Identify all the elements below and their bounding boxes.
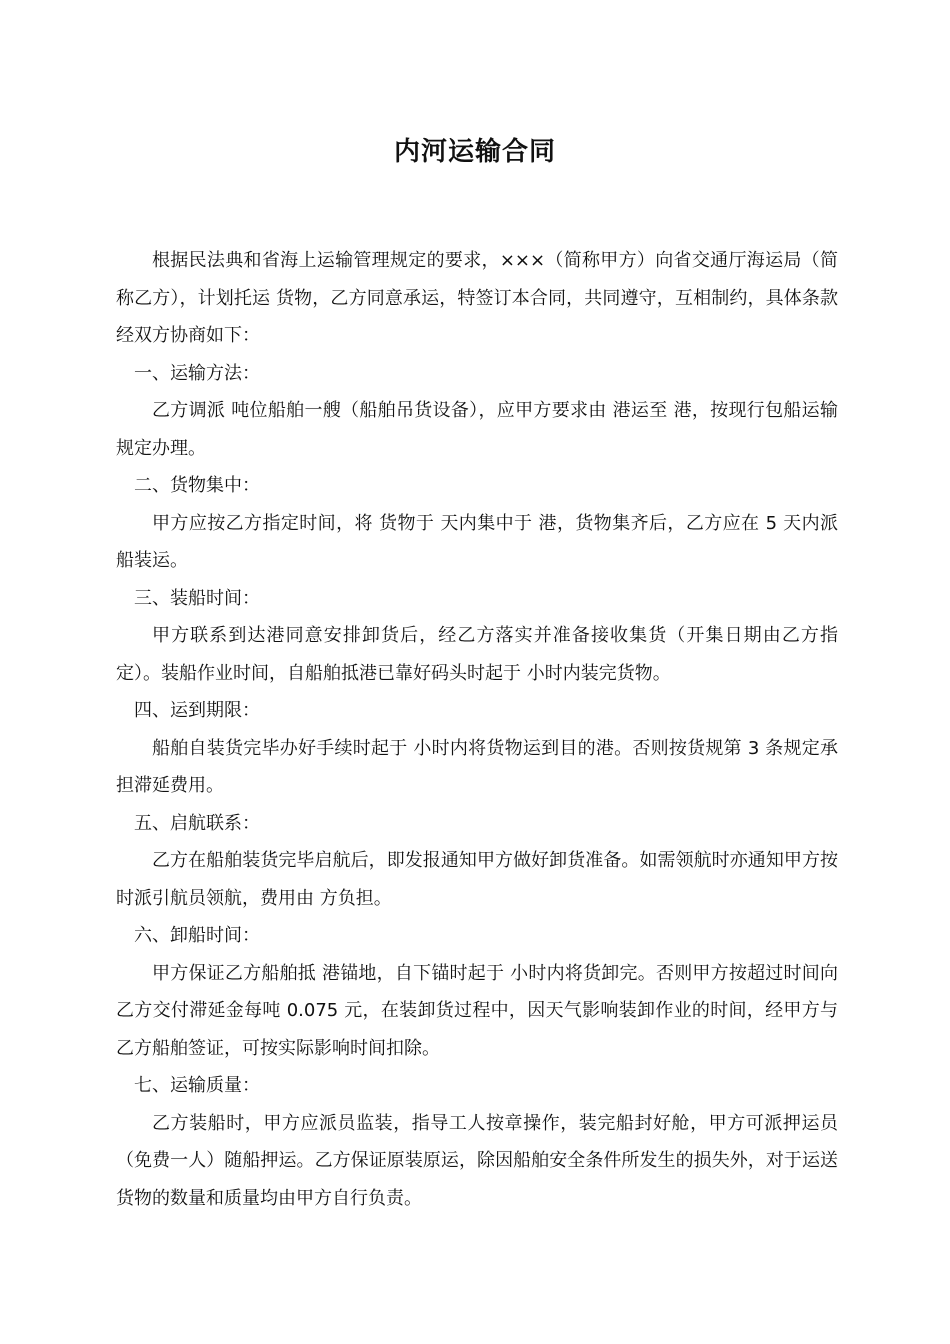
section-paragraph-4: 船舶自装货完毕办好手续时起于 小时内将货物运到目的港。否则按货规第 3 条规定承担滞延费用。 [116,737,838,796]
section-heading-2: 二、货物集中： [134,475,260,496]
section-paragraph-3: 甲方联系到达港同意安排卸货后，经乙方落实并准备接收集货（开集日期由乙方指定）。装船作业时间，自船舶抵港已靠好码头时起于 小时内装完货物。 [116,625,838,684]
intro-paragraph: 根据民法典和省海上运输管理规定的要求，×××（简称甲方）向省交通厅海运局（简称乙方），计划托运 货物，乙方同意承运，特签订本合同，共同遵守，互相制约，具体条款经双方协商如下： [116,250,838,346]
section-heading-6: 六、卸船时间： [134,925,260,946]
section-heading-5: 五、启航联系： [134,812,260,834]
section-paragraph-2: 甲方应按乙方指定时间，将 货物于 天内集中于 港，货物集齐后，乙方应在 5 天内派船装运。 [116,512,838,571]
section-heading-1: 一、运输方法： [134,362,260,384]
document-body [116,242,838,1217]
section-paragraph-7: 乙方装船时，甲方应派员监装，指导工人按章操作，装完船封好舱，甲方可派押运员（免费一人）随船押运。乙方保证原装原运，除因船舶安全条件所发生的损失外，对于运送 货物的数量和质量均由甲方自行负责。 [116,1112,838,1209]
section-heading-3: 三、装船时间： [134,587,260,609]
section-heading-4: 四、运到期限： [134,700,260,721]
section-paragraph-6: 甲方保证乙方船舶抵 港锚地，自下锚时起于 小时内将货卸完。否则甲方按超过时间向乙方交付滞延金每吨 0.075 元，在装卸货过程中，因天气影响装卸作业的时间，经甲方与乙方船舶签证，可按实际影响时间扣除。 [116,962,838,1059]
section-paragraph-5: 乙方在船舶装货完毕启航后，即发报通知甲方做好卸货准备。如需领航时亦通知甲方按时派引航员领航，费用由 方负担。 [116,850,838,909]
section-paragraph-1: 乙方调派 吨位船舶一艘（船舶吊货设备），应甲方要求由 港运至 港，按现行包船运输规定办理。 [116,400,838,459]
document-title: 内河运输合同 [393,137,556,167]
section-heading-7: 七、运输质量： [134,1075,260,1096]
